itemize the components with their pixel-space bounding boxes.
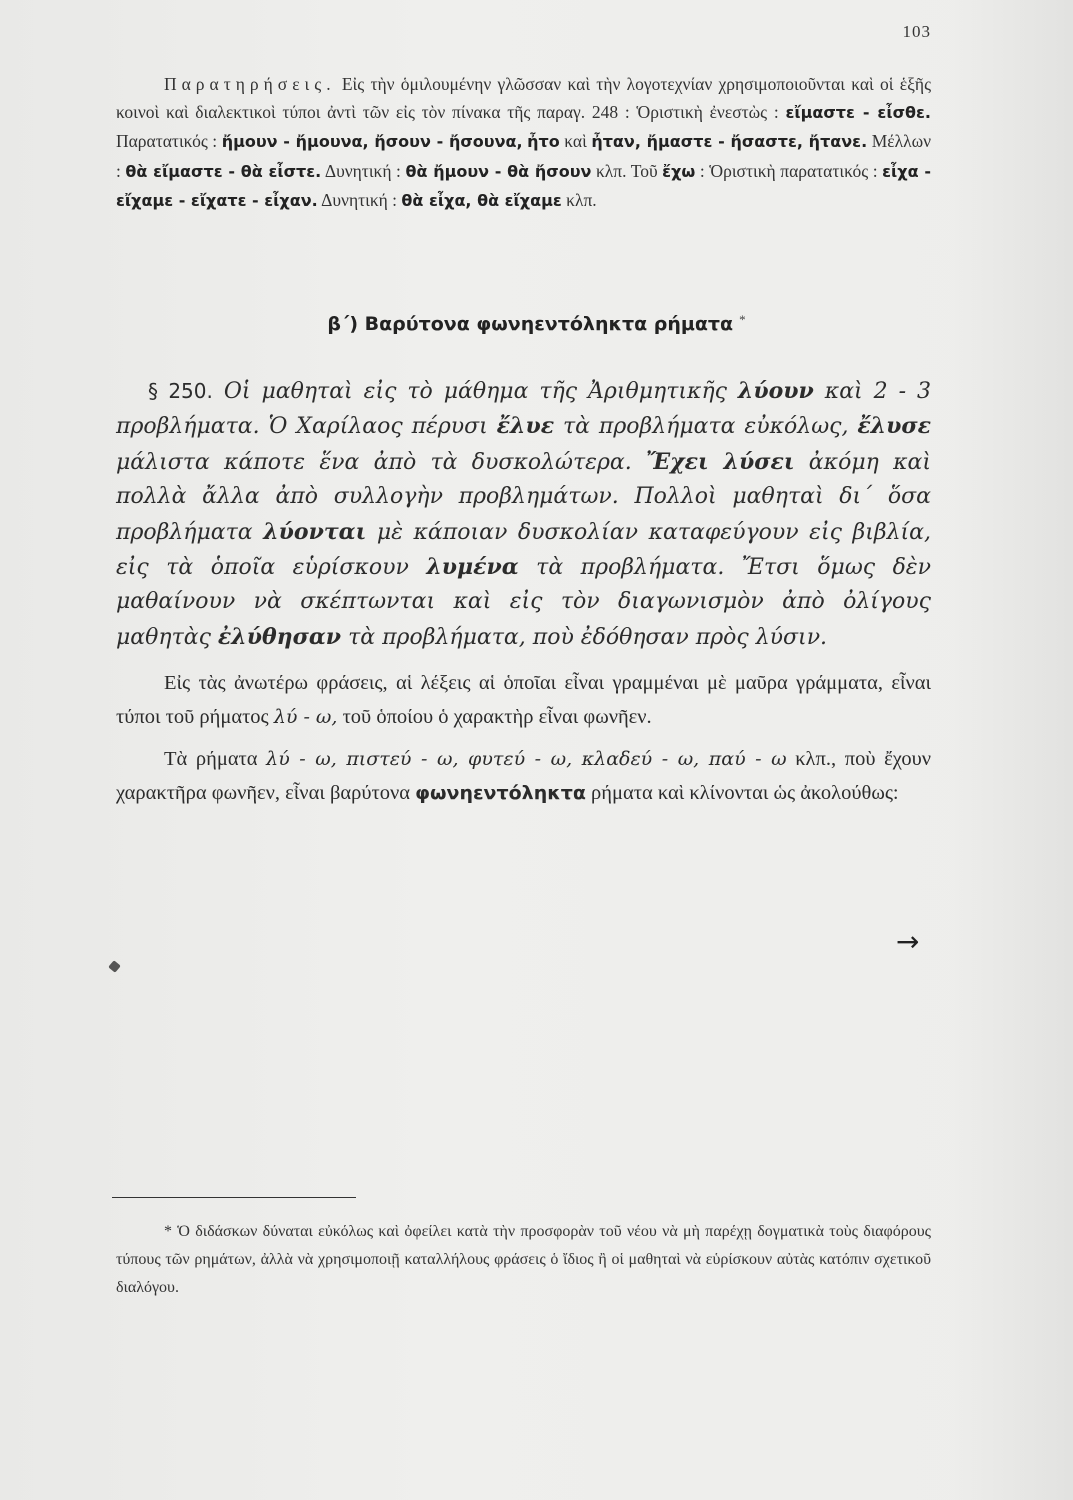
page-number: 103 (902, 22, 931, 41)
section-number: § 250. (148, 379, 213, 403)
explanation-paragraph-2: Τὰ ρήματα λύ - ω, πιστεύ - ω, φυτεύ - ω, κλαδεύ - ω, παύ - ω κλπ., ποὺ ἔχουν χαρακτῆρα φωνῆεν, εἶναι βαρύτονα φωνηεντόληκτα ρήματα καὶ κλίνονται ὡς ἀκολούθως: (116, 748, 932, 804)
explanation-paragraph-1: Εἰς τὰς ἀνωτέρω φράσεις, αἱ λέξεις αἱ ὁποῖαι εἶναι γραμμέναι μὲ μαῦρα γράμματα, εἶναι τύποι τοῦ ρήματος λύ - ω, τοῦ ὁποίου ὁ χαρακτὴρ εἶναι φωνῆεν. (116, 672, 931, 728)
show-through-area (953, 0, 1073, 1500)
footnote: * Ὁ διδάσκων δύναται εὐκόλως καὶ ὀφείλει κατὰ τὴν προσφορὰν τοῦ νέου νὰ μὴ παρέχῃ δογματικὰ τοὺς διαφόρους τύπους τῶν ρημάτων, ἀλλὰ νὰ χρησιμοποιῇ καταλλήλους φράσεις ὁ ἴδιος ἢ οἱ μαθηταὶ νὰ εὑρίσκουν αὐτὰς κατόπιν σχετικοῦ διαλόγου. (116, 1223, 931, 1296)
section-heading: β΄) Βαρύτονα φωνηεντόληκτα ρήματα * (327, 312, 746, 335)
ink-speck (108, 960, 121, 973)
footnote-divider (112, 1197, 356, 1198)
observations-label: Παρατηρήσεις. (164, 74, 336, 94)
footnote-marker: * (739, 312, 746, 327)
observations-paragraph: Παρατηρήσεις. Εἰς τὴν ὁμιλουμένην γλῶσσαν καὶ τὴν λογοτεχνίαν χρησιμοποιοῦνται καὶ οἱ ἑξῆς κοινοὶ καὶ διαλεκτικοὶ τύποι ἀντὶ τῶν εἰς τὸν πίνακα τῆς παραγ. 248 : Ὁριστικὴ ἐνεστὼς : εἴμαστε - εἶσθε. Παρατατικός : ἤμουν - ἤμουνα, ἤσουν - ἤσουνα, ἦτο καὶ ἦταν, ἤμαστε - ἤσαστε, ἤτανε. Μέλλων : θὰ εἴμαστε - θὰ εἶστε. Δυνητική : θὰ ἤμουν - θὰ ἤσουν κλπ. Τοῦ ἔχω : Ὁριστικὴ παρατατικός : εἶχα - εἴχαμε - εἴχατε - εἶχαν. Δυνητική : θὰ εἶχα, θὰ εἴχαμε κλπ. (116, 74, 932, 210)
example-paragraph: § 250. Οἱ μαθηταὶ εἰς τὸ μάθημα τῆς Ἀριθμητικῆς λύουν καὶ 2 - 3 προβλήματα. Ὁ Χαρίλαος πέρυσι ἔλυε τὰ προβλήματα εὐκόλως, ἔλυσε μάλιστα κάποτε ἕνα ἀπὸ τὰ δυσκολώτερα. Ἔχει λύσει ἀκόμη καὶ πολλὰ ἄλλα ἀπὸ συλλογὴν προβλημάτων. Πολλοὶ μαθηταὶ δι΄ ὅσα προβλήματα λύονται μὲ κάποιαν δυσκολίαν καταφεύγουν εἰς βιβλία, εἰς τὰ ὁποῖα εὑρίσκουν λυμένα τὰ προβλήματα. Ἔτσι ὅμως δὲν μαθαίνουν νὰ σκέπτωνται καὶ εἰς τὸν διαγωνισμὸν ἀπὸ ὀλίγους μαθητὰς ἐλύθησαν τὰ προβλήματα, ποὺ ἐδόθησαν πρὸς λύσιν. (116, 378, 931, 650)
continue-arrow-icon: → (896, 925, 920, 958)
explanation-text (116, 666, 931, 818)
